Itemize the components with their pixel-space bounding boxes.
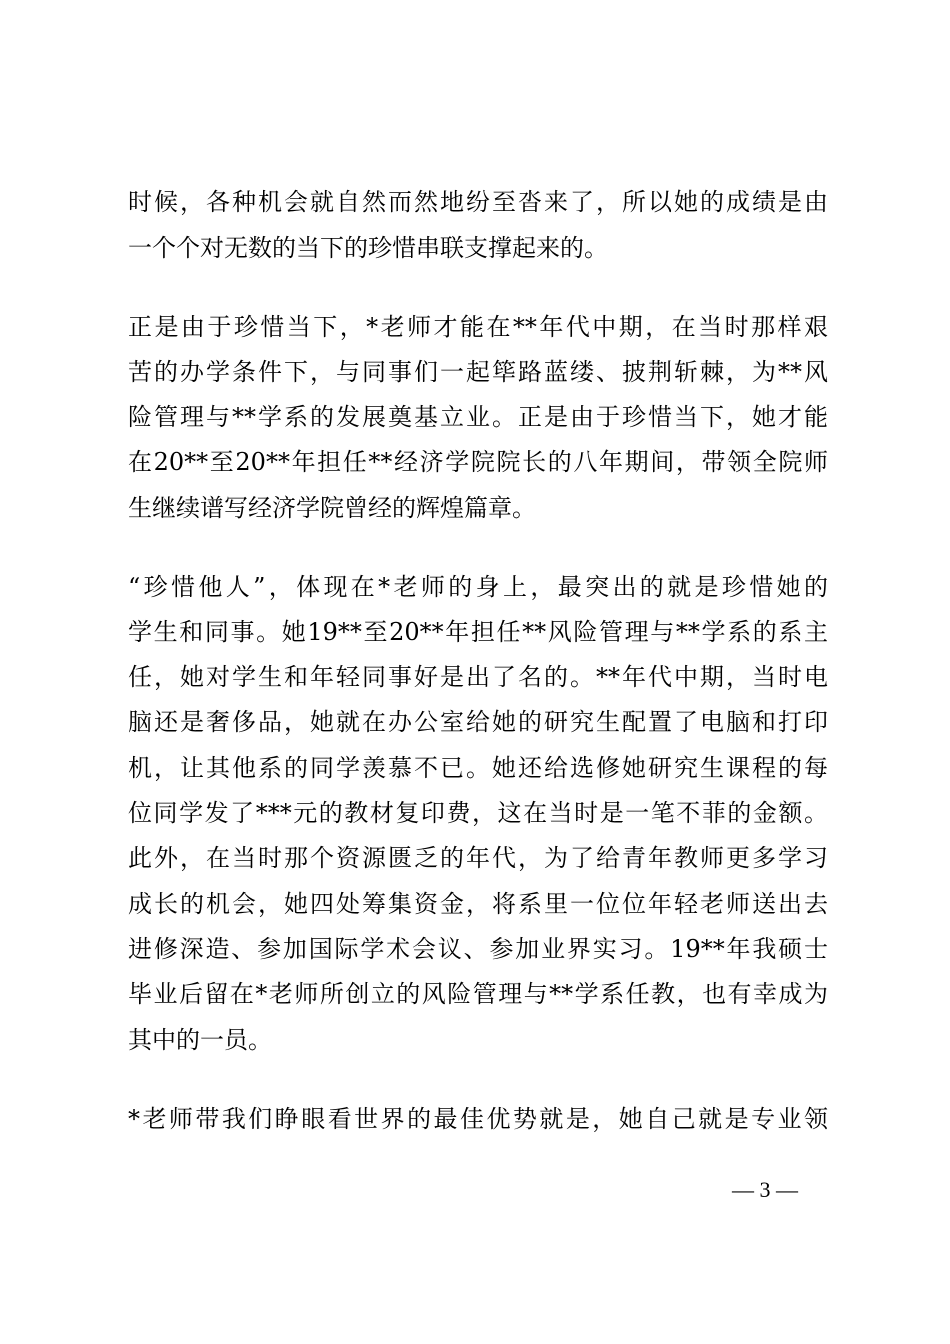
paragraph-3-line-3: 任，她对学生和年轻同事好是出了名的。**年代中期，当时电 xyxy=(128,663,828,691)
page-number: — 3 — xyxy=(732,1177,798,1202)
paragraph-2-line-5: 生继续谱写经济学院曾经的辉煌篇章。 xyxy=(128,494,536,522)
paragraph-3-line-4: 脑还是奢侈品，她就在办公室给她的研究生配置了电脑和打印 xyxy=(128,708,828,736)
paragraph-3-line-1: “珍惜他人”，体现在*老师的身上，最突出的就是珍惜她的 xyxy=(128,573,828,601)
paragraph-3-line-10: 毕业后留在*老师所创立的风险管理与**学系任教，也有幸成为 xyxy=(128,980,828,1008)
paragraph-3-line-2: 学生和同事。她19**至20**年担任**风险管理与**学系的系主 xyxy=(128,618,828,646)
paragraph-2-line-4: 在20**至20**年担任**经济学院院长的八年期间，带领全院师 xyxy=(128,448,828,476)
paragraph-3-line-5: 机，让其他系的同学羡慕不已。她还给选修她研究生课程的每 xyxy=(128,754,828,782)
paragraph-3-line-7: 此外，在当时那个资源匮乏的年代，为了给青年教师更多学习 xyxy=(128,844,828,872)
paragraph-2-line-1: 正是由于珍惜当下，*老师才能在**年代中期，在当时那样艰 xyxy=(128,313,828,341)
paragraph-3-line-6: 位同学发了***元的教材复印费，这在当时是一笔不菲的金额。 xyxy=(128,799,828,827)
paragraph-1-line-2: 一个个对无数的当下的珍惜串联支撑起来的。 xyxy=(128,234,608,262)
paragraph-3-line-8: 成长的机会，她四处筹集资金，将系里一位位年轻老师送出去 xyxy=(128,890,828,918)
paragraph-2-line-3: 险管理与**学系的发展奠基立业。正是由于珍惜当下，她才能 xyxy=(128,403,828,431)
paragraph-4-line-1: *老师带我们睁眼看世界的最佳优势就是，她自己就是专业领 xyxy=(128,1105,828,1133)
paragraph-1-line-1: 时候，各种机会就自然而然地纷至沓来了，所以她的成绩是由 xyxy=(128,188,828,216)
paragraph-2-line-2: 苦的办学条件下，与同事们一起筚路蓝缕、披荆斩棘，为**风 xyxy=(128,358,828,386)
paragraph-3-line-9: 进修深造、参加国际学术会议、参加业界实习。19**年我硕士 xyxy=(128,935,828,963)
paragraph-3-line-11: 其中的一员。 xyxy=(128,1026,272,1054)
